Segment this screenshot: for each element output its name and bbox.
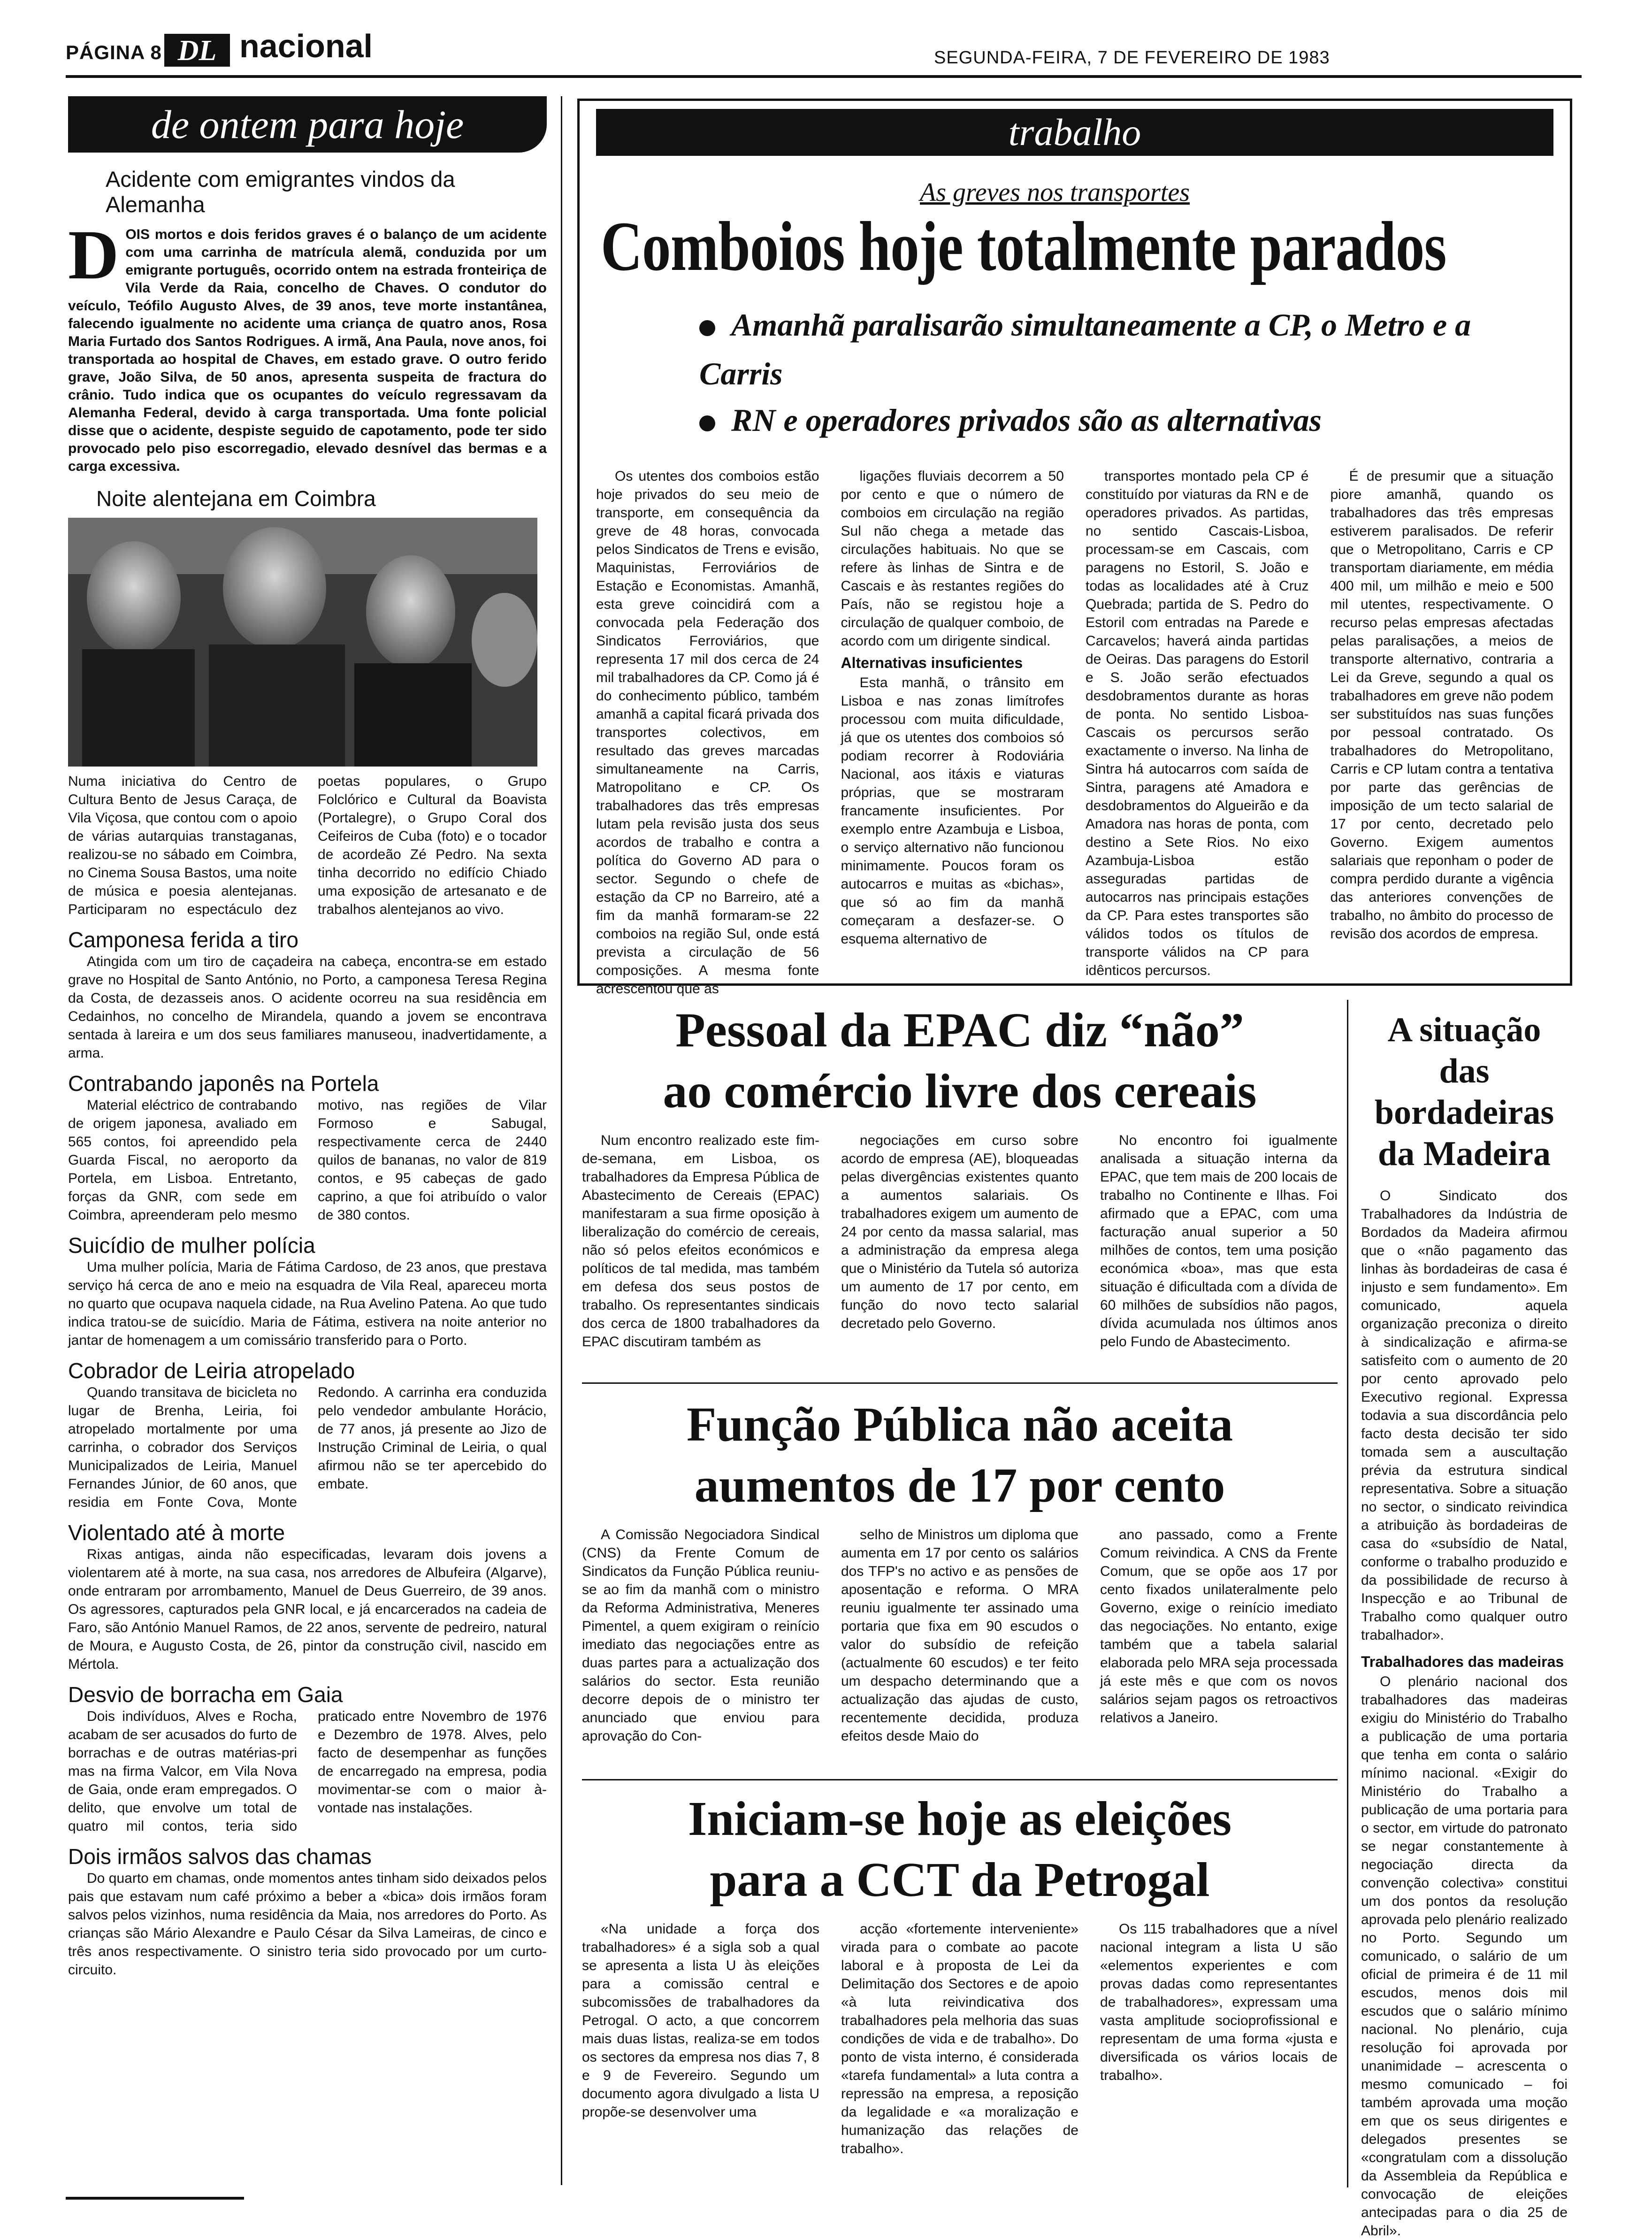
bullet-icon [699,415,715,431]
section-banner-de-ontem: de ontem para hoje [68,96,547,153]
photo-coral-ceifeiros [68,518,537,767]
item-title: Violentado até à morte [68,1520,285,1545]
item-text: Quando transitava de bicicleta no lugar de Brenha, Leiria, foi atropelado mortalmente por uma carrinha, o cobrador dos Serviços Municipalizados de Leiria, Manuel Fernandes Júnior, de 60 anos, que residia em Fonte Cova, Monte Redondo. A carrinha era conduzida pelo vendedor ambulante Horácio, de 77 anos, já presente ao Jizo de Instrução Criminal de Leiria, o qual afirmou não se ter apercebido do embate. [68,1385,547,1510]
issue-date: SEGUNDA-FEIRA, 7 DE FEVEREIRO DE 1983 [934,48,1330,68]
left-column [68,96,547,2176]
story-divider [582,1779,1338,1780]
story-col: transportes montado pela CP é constituído por viaturas da RN e de operadores privados. As partidas, no sentido Cascais-Lisboa, processam-se em Cascais, com paragens no Estoril, S. João e todas as localidades até à Cruz Quebrada; partida de S. Pedro do Estoril com entradas na Parede e Carcavelos; haverá ainda partidas de Oeiras. Das paragens do Estoril e S. João serão efectuados desdobramentos durante as horas de ponta. No sentido Lisboa-Cascais os percursos serão exactamente o inverso. Na linha de Sintra há autocarros com saída de Sintra, paragens até Amadora e desdobramentos do Algueirão e da Amadora nas horas de ponta, com destino a Sete Rios. No eixo Azambuja-Lisboa estão asseguradas partidas de autocarros nas principais estações da CP. Para estes transportes são válidos todos os títulos de transporte válidos na CP para idênticos percursos. [1086,468,1309,978]
newspaper-logo-icon [164,29,230,71]
item-title: Desvio de borracha em Gaia [68,1682,343,1707]
story-col: acção «fortemente interveniente» virada para o combate ao pacote laboral e à proposta de Lei da Delimitação dos Sectores e de apoio «à luta reivindicativa dos trabalhadores pela melhoria das suas condições de vida e de trabalho». Do ponto de vista interno, é considerada «tarefa fundamental» a luta contra a repressão na empresa, a reposição da legalidade e «a moralização e humanização das relações de trabalho». [841,1921,1078,2156]
story-col: ligações fluviais decorrem a 50 por cento e que o número de comboios em circulação na região Sul não chega a metade das circulações habituais. No que se refere às linhas de Sintra e de Cascais e às restantes regiões do País, não se registou hoje a circulação de qualquer comboio, de acordo com um dirigente sindical. [841,468,1064,649]
subhead: Trabalhadores das madeiras [1361,1653,1564,1670]
story-col: Os utentes dos comboios estão hoje privados do seu meio de transporte, em consequência da greve de 48 horas, convocada pelos Sindicatos de Trens e evisão, Maquinistas, Ferroviários de Estação e Economistas. Amanhã, esta greve coincidirá com a convocada pela Federação dos Sindicatos Ferroviários, que representa 17 mil dos cerca de 24 mil trabalhadores da CP. Como já é do conhecimento público, também amanhã a capital ficará privada dos transportes colectivos, em resultado das greves marcadas simultaneamente na Carris, Matropolitano e CP. Os trabalhadores das três empresas lutam pela revisão justa dos seus acordos de trabalho e contra a política do Governo AD para o sector. Segundo o chefe de estação da CP no Barreiro, até a fim da manhã formaram-se 22 comboios na região Sul, onde está prevista a circulação de 56 composições. A mesma fonte acrescentou que as [596,468,819,997]
item-text: Atingida com um tiro de caçadeira na cabeça, encontra-se em estado grave no Hospital de Santo António, no Porto, a camponesa Teresa Regina da Costa, de dezasseis anos. O acidente ocorreu na sua residência em Cedainhos, no concelho de Mirandela, quando a jovem se encontrava sentada à lareira e um dos seus familiares manuseou, inadvertidamente, a arma. [68,954,547,1061]
item-text: Rixas antigas, ainda não especificadas, levaram dois jovens a violentarem até à morte, na sua casa, nos arredores de Albufeira (Algarve), onde entraram por arrombamento, Manuel de Deus Guerreiro, de 39 anos. Os agressores, capturados pela GNR local, e já encarcerados na cadeia de Faro, são António Manuel Ramos, de 22 anos, servente de pedreiro, natural de Moura, e Augusto Costa, de 26, pintor da construção civil, nascido em Mértola. [68,1547,547,1672]
madeira-headline: A situação das bordadeiras da Madeira [1374,1011,1554,1173]
funcao-body [582,1526,1338,1774]
story-col: selho de Ministros um diploma que aumenta em 17 por cento os salários dos TFP's no activo e as pensões de aposentação e reforma. O MRA reuniu igualmente ter assinado uma portaria que fixa em 90 escudos o valor do subsídio de refeição (actualmente 60 escudos) e ter feito um despacho determinando que a actualização das ajudas de custo, recentemente decidida, produza efeitos desde Maio do [841,1527,1078,1744]
item-text: Do quarto em chamas, onde momentos antes tinham sido deixados pelos pais que estavam num café próximo a beber a «bica» dois irmãos foram salvos pelos vizinhos, numa residência da Maia, nos arredores do Porto. As crianças são Mário Alexandre e Paulo César da Silva Lameiras, de cinco e três anos respectivamente. O sinistro teria sido provocado por um curto-circuito. [68,1871,547,1978]
bullet-icon [699,320,715,336]
item-title: Cobrador de Leiria atropelado [68,1358,355,1383]
story-col: É de presumir que a situação piore amanhã, quando os trabalhadores das três empresas estiverem paralisados. De referir que o Metropolitano, Carris e CP transportam diariamente, em média 400 mil, um milhão e meio e 500 mil utentes, respectivamente. O recurso pelas empresas afectadas pelas paralisações, a meios de transporte alternativo, contraria a Lei da Greve, segundo a qual os trabalhadores em greve não podem ser substituídos nas suas funções por pessoal contratado. Os trabalhadores do Metropolitano, Carris e CP lutam contra a tentativa por parte das gerências de imposição de um tecto salarial de 17 por cento, decretado pelo Governo. Exigem aumentos salariais que reponham o poder de compra perdido durante a vigência das anteriores convenções de trabalho, no âmbito do processo de revisão dos acordos de empresa. [1330,468,1553,942]
main-headline: Comboios hoje totalmente parados [601,207,1446,285]
column-divider [1347,1000,1348,2187]
trabalho-body [596,467,1553,997]
story-col: ano passado, como a Frente Comum reivindica. A CNS da Frente Comum, que se opõe aos 17 por cento fixados unilateralmente pelo Governo, exige o reinício imediato das negociações. No entanto, exige também que a tabela salarial elaborada pelo MRA seja processada já este mês e que com os novos salários sejam pagos os retroactivos relativos a Janeiro. [1100,1527,1338,1726]
epac-body [582,1131,1338,1375]
header-rule [66,75,1582,78]
footer-rule [66,2197,244,2200]
funcao-headline: Função Pública não aceita aumentos de 17 por cento [686,1397,1233,1512]
item-text: Uma mulher polícia, Maria de Fátima Cardoso, de 23 anos, que prestava serviço há cerca de ano e meio na esquadra de Vila Real, apareceu morta no quarto que ocupava naquela cidade, na Rua Avelino Patena. Ao que tudo indica tratou-se de suicídio. Maria de Fátima, estivera na noite anterior no jantar de homenagem a um comissário transferido para o Porto. [68,1259,547,1348]
column-divider [561,96,562,2185]
deck-bullet-1: Amanhã paralisarão simultaneamente a CP, o Metro e a Carris [699,307,1471,391]
petrogal-body [582,1920,1338,2164]
subhead: Alternativas insuficientes [841,654,1023,671]
madeira-article [1361,1009,1568,2239]
story-col: negociações em curso sobre acordo de empresa (AE), bloqueadas pelas divergências existentes quanto a aumentos salariais. Os trabalhadores exigem um aumento de 24 por cento da massa salarial, mas a administração da empresa alega que o Ministério da Tutela só autoriza um aumento de 17 por cento, em função do novo tecto salarial decretado pelo Governo. [841,1133,1078,1331]
item-text: OIS mortos e dois feridos graves é o balanço de um acidente com uma carrinha de matrícula alemã, conduzida por um emigrante português, ocorrido ontem na estrada fronteiriça de Vila Verde da Raia, concelho de Chaves. O condutor do veículo, Teófilo Augusto Alves, de 39 anos, teve morte instantânea, falecendo igualmente no acidente uma criança de quatro anos, Rosa Maria Furtado dos Santos Rodrigues. A irmã, Ana Paula, nove anos, foi transportada ao hospital de Chaves, em estado grave. O outro ferido grave, João Silva, de 50 anos, apresenta suspeita de fractura do crânio. Tudo indica que os ocupantes do veículo regressavam da Alemanha Federal, devido à carga transportada. Uma fonte policial disse que o acidente, despiste seguido de capotamento, pode ter sido provocado pelo piso escorregadio, elevado desnível das bermas e a carga excessiva. [68,227,547,474]
item-text: Dois indivíduos, Alves e Rocha, acabam de ser acusados do furto de borrachas e de outras matérias-pri mas na firma Valcor, em Vila Nova de Gaia, onde eram empregados. O delito, que envolve um total de quatro mil contos, teria sido praticado entre Novembro de 1976 e Dezembro de 1978. Alves, pelo facto de desempenhar as funções de encarregado na empresa, podia movimentar-se com o maior à-vontade nas instalações. [68,1709,547,1834]
deck-bullet-2: RN e operadores privados são as alternativas [699,401,1525,439]
story-col: Esta manhã, o trânsito em Lisboa e nas zonas limítrofes processou com muita dificuldade, já que os utentes dos comboios só podiam recorrer à Rodoviária Nacional, aos itáxis e viaturas próprias, que se mostraram francamente insuficientes. Por exemplo entre Azambuja e Lisboa, o serviço alternativo não funcionou minimamente. Poucos foram os autocarros e muitas as «bichas», que só ao fim da manhã começaram a desfazer-se. O esquema alternativo de [841,675,1064,947]
item-text: Numa iniciativa do Centro de Cultura Bento de Jesus Caraça, de Vila Viçosa, que contou com o apoio de várias autarquias transtaganas, realizou-se no sábado em Coimbra, no Cinema Sousa Bastos, uma noite de música e poesia alentejanas. Participaram no espectáculo dez poetas populares, o Grupo Folclórico e Cultural da Boavista (Portalegre), o Grupo Coral dos Ceifeiros de Cuba (foto) e o tocador de acordeão Zé Pedro. Na sexta tinha decorrido no edifício Chiado uma exposição de artesanato e de trabalhos alentejanos ao vivo. [68,774,547,917]
section-banner-trabalho: trabalho [596,109,1553,156]
story-text: O plenário nacional dos trabalhadores das madeiras exigiu do Ministério do Trabalho a publicação de uma portaria que tenha em conta o salário mínimo nacional. «Exigir do Ministério do Trabalho a publicação de uma portaria para o sector, em virtude do patronato se negar constantemente à negociação directa da convenção colectiva» constitui um dos pontos da resolução aprovada pelo plenário realizado no Porto. Segundo um comunicado, o salário de um oficial de primeira é de 11 mil escudos, menos dois mil escudos que o salário mínimo nacional. No plenário, cuja resolução foi aprovada por unanimidade – acrescenta o mesmo comunicado – foi também aprovada uma moção em que os seus dirigentes e delegados presentes se «congratulam com a dissolução da Assembleia da República e convocação de eleições antecipadas para o dia 25 de Abril». [1361,1674,1568,2239]
story-col: Num encontro realizado este fim-de-semana, em Lisboa, os trabalhadores da Empresa Pública de Abastecimento de Cereais (EPAC) manifestaram a sua firme oposição à liberalização do comércio de cereais, não só pelos efeitos económicos e políticos de tal medida, mas também em defesa dos seus postos de trabalho. Os representantes sindicais dos cerca de 1800 trabalhadores da EPAC discutiram também as [582,1133,819,1350]
item-body-accident [68,216,547,476]
drop-cap: D [68,216,119,294]
item-title: Noite alentejana em Coimbra [96,486,376,511]
item-text: Material eléctrico de contrabando de origem japonesa, avaliado em 565 contos, foi apreendido pela Guarda Fiscal, no aeroporto da Portela, em Lisboa. Entretanto, forças da GNR, com sede em Coimbra, apreenderam pelo mesmo motivo, nas regiões de Vilar Formoso e Sabugal, respectivamente cerca de 2440 quilos de bananas, no valor de 819 contos, e 95 cabeças de gado caprino, a que foi atribuído o valor de 380 contos. [68,1097,547,1223]
story-col: Os 115 trabalhadores que a nível nacional integram a lista U são «elementos experientes e com provas dadas como representantes de trabalhadores», expressam uma vasta amplitude socioprofissional e representam de uma forma «justa e diversificada os vários locais de trabalho». [1100,1921,1338,2083]
item-title: Camponesa ferida a tiro [68,928,298,952]
story-col: «Na unidade a força dos trabalhadores» é a sigla sob a qual se apresenta a lista U às eleições para a comissão central e subcomissões de trabalhadores da Petrogal. O acto, a que concorrem mais duas listas, realiza-se em todos os sectores da empresa nos dias 7, 8 e 9 de Fevereiro. Segundo um documento agora divulgado a lista U propõe-se desenvolver uma [582,1921,819,2120]
petrogal-headline: Iniciam-se hoje as eleições para a CCT da Petrogal [688,1792,1232,1907]
story-col: No encontro foi igualmente analisada a situação interna da EPAC, que tem mais de 200 locais de trabalho no Continente e Ilhas. Foi afirmado que a EPAC, com uma facturação anual superior a 50 milhões de contos, tem uma posição económica «boa», mas que esta situação é dificultada com a dívida de 60 milhões de subsídios não pagos, dívida acumulada nos últimos anos pelo Fundo de Abastecimento. [1100,1133,1338,1350]
section-title: nacional [239,28,373,64]
item-title: Contrabando japonês na Portela [68,1071,379,1096]
epac-headline: Pessoal da EPAC diz “não” ao comércio livre dos cereais [663,1003,1257,1118]
story-col: A Comissão Negociadora Sindical (CNS) da Frente Comum de Sindicatos da Função Pública reuniu-se ao fim da manhã com o ministro da Reforma Administrativa, Meneres Pimentel, a quem exigiram o reinício imediato das negociações entre as duas partes para a actualização dos salários do sector. Esta reunião decorre depois de o ministro ter anunciado que enviou para aprovação do Con- [582,1527,819,1744]
svg-text:DL: DL [177,35,217,67]
story-text: O Sindicato dos Trabalhadores da Indústria de Bordados da Madeira afirmou que o «não pagamento das linhas às bordadeiras de casa é injusto e sem fundamento». Em comunicado, aquela organização preconiza o direito à sindicalização e afirma-se satisfeito com o aumento de 20 por cento aprovado pelo Executivo regional. Expressa todavia a sua discordância pelo facto desta decisão ter sido tomada sem a auscultação prévia da estrutura sindical representativa. Sobre a situação no sector, o sindicato reivindica a atribuição às bordadeiras de casa do «subsídio de Natal, conforme o trabalho produzido e da possibilidade de recurso à Inspecção e ao Tribunal de Trabalho como qualquer outro trabalhador». [1361,1188,1568,1643]
kicker: As greves nos transportes [920,178,1190,207]
item-title: Dois irmãos salvos das chamas [68,1844,372,1869]
page-number: PÁGINA 8 [66,41,162,63]
item-title: Acidente com emigrantes vindos da Alemanha [106,167,455,217]
item-title: Suicídio de mulher polícia [68,1233,315,1258]
story-divider [582,1382,1338,1384]
